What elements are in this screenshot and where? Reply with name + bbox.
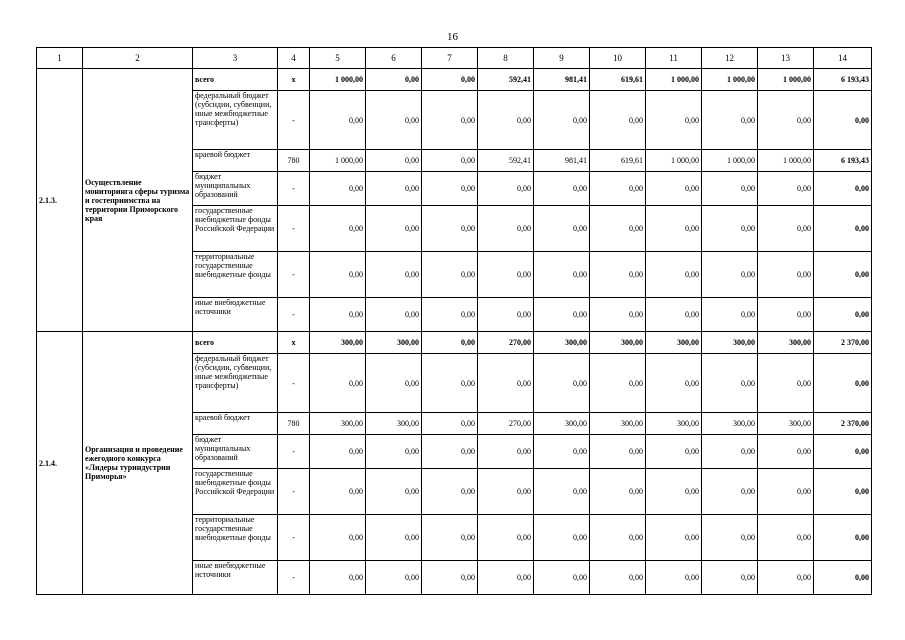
- amount-cell: 0,00: [478, 435, 534, 469]
- amount-cell: 0,00: [366, 354, 422, 413]
- amount-cell: 0,00: [646, 515, 702, 561]
- amount-cell: 0,00: [702, 469, 758, 515]
- total-cell: 0,00: [814, 435, 872, 469]
- amount-cell: 0,00: [646, 206, 702, 252]
- amount-cell: 0,00: [534, 469, 590, 515]
- amount-cell: 0,00: [590, 435, 646, 469]
- funding-source: краевой бюджет: [193, 150, 278, 172]
- page-number: 16: [447, 31, 458, 43]
- budget-code-cell: -: [278, 298, 310, 332]
- header-cell: 6: [366, 48, 422, 69]
- amount-cell: 0,00: [646, 172, 702, 206]
- amount-cell: 0,00: [702, 206, 758, 252]
- amount-cell: 300,00: [758, 413, 814, 435]
- amount-cell: 0,00: [646, 435, 702, 469]
- amount-cell: 0,00: [534, 515, 590, 561]
- header-cell: 10: [590, 48, 646, 69]
- amount-cell: 0,00: [366, 69, 422, 91]
- budget-code-cell: -: [278, 515, 310, 561]
- amount-cell: 0,00: [478, 354, 534, 413]
- header-cell: 4: [278, 48, 310, 69]
- amount-cell: 0,00: [758, 91, 814, 150]
- table-body: [37, 69, 872, 595]
- amount-cell: 0,00: [310, 354, 366, 413]
- item-name: Организация и проведение ежегодного конкурса «Лидеры туриндустрии Приморья»: [83, 332, 193, 595]
- amount-cell: 0,00: [478, 469, 534, 515]
- amount-cell: 0,00: [422, 298, 478, 332]
- amount-cell: 0,00: [534, 172, 590, 206]
- amount-cell: 0,00: [310, 515, 366, 561]
- amount-cell: 0,00: [590, 469, 646, 515]
- amount-cell: 0,00: [590, 91, 646, 150]
- total-cell: 0,00: [814, 561, 872, 595]
- amount-cell: 0,00: [590, 206, 646, 252]
- amount-cell: 0,00: [590, 252, 646, 298]
- amount-cell: 0,00: [646, 252, 702, 298]
- header-cell: 3: [193, 48, 278, 69]
- amount-cell: 1 000,00: [758, 69, 814, 91]
- funding-source: федеральный бюджет (субсидии, субвенции, иные межбюджетные трансферты): [193, 91, 278, 150]
- amount-cell: 0,00: [478, 515, 534, 561]
- budget-table: [36, 47, 872, 595]
- amount-cell: 0,00: [310, 206, 366, 252]
- amount-cell: 0,00: [366, 150, 422, 172]
- budget-code-cell: -: [278, 561, 310, 595]
- amount-cell: 0,00: [422, 206, 478, 252]
- amount-cell: 0,00: [422, 354, 478, 413]
- amount-cell: 1 000,00: [702, 69, 758, 91]
- amount-cell: 0,00: [478, 252, 534, 298]
- amount-cell: 300,00: [590, 413, 646, 435]
- amount-cell: 981,41: [534, 69, 590, 91]
- item-name: Осуществление мониторинга сферы туризма и гостеприимства на территории Приморского края: [83, 69, 193, 332]
- amount-cell: 0,00: [366, 561, 422, 595]
- amount-cell: 0,00: [590, 298, 646, 332]
- budget-code-cell: -: [278, 172, 310, 206]
- amount-cell: 0,00: [422, 561, 478, 595]
- funding-source: территориальные государственные внебюджетные фонды: [193, 515, 278, 561]
- amount-cell: 300,00: [646, 332, 702, 354]
- header-cell: 8: [478, 48, 534, 69]
- header-cell: 7: [422, 48, 478, 69]
- header-cell: 13: [758, 48, 814, 69]
- amount-cell: 0,00: [366, 469, 422, 515]
- amount-cell: 0,00: [590, 172, 646, 206]
- funding-source: бюджет муниципальных образований: [193, 172, 278, 206]
- amount-cell: 300,00: [758, 332, 814, 354]
- amount-cell: 0,00: [478, 172, 534, 206]
- amount-cell: 0,00: [366, 515, 422, 561]
- funding-source: бюджет муниципальных образований: [193, 435, 278, 469]
- amount-cell: 0,00: [366, 206, 422, 252]
- total-cell: 0,00: [814, 354, 872, 413]
- funding-source: федеральный бюджет (субсидии, субвенции, иные межбюджетные трансферты): [193, 354, 278, 413]
- amount-cell: 592,41: [478, 69, 534, 91]
- amount-cell: 0,00: [590, 354, 646, 413]
- amount-cell: 0,00: [422, 435, 478, 469]
- amount-cell: 0,00: [366, 172, 422, 206]
- amount-cell: 300,00: [534, 413, 590, 435]
- amount-cell: 0,00: [702, 561, 758, 595]
- amount-cell: 619,61: [590, 150, 646, 172]
- amount-cell: 0,00: [702, 172, 758, 206]
- header-row: [37, 48, 872, 69]
- header-cell: 11: [646, 48, 702, 69]
- amount-cell: 0,00: [646, 91, 702, 150]
- amount-cell: 0,00: [310, 298, 366, 332]
- funding-source: государственные внебюджетные фонды Российской Федерации: [193, 469, 278, 515]
- amount-cell: 0,00: [702, 354, 758, 413]
- funding-source: территориальные государственные внебюджетные фонды: [193, 252, 278, 298]
- amount-cell: 592,41: [478, 150, 534, 172]
- amount-cell: 0,00: [590, 515, 646, 561]
- amount-cell: 0,00: [758, 172, 814, 206]
- amount-cell: 270,00: [478, 413, 534, 435]
- amount-cell: 1 000,00: [646, 150, 702, 172]
- amount-cell: 0,00: [758, 206, 814, 252]
- header-cell: 12: [702, 48, 758, 69]
- amount-cell: 300,00: [702, 332, 758, 354]
- amount-cell: 0,00: [702, 252, 758, 298]
- amount-cell: 0,00: [534, 298, 590, 332]
- amount-cell: 619,61: [590, 69, 646, 91]
- amount-cell: 0,00: [646, 469, 702, 515]
- total-cell: 2 370,00: [814, 413, 872, 435]
- header-cell: 5: [310, 48, 366, 69]
- amount-cell: 0,00: [310, 469, 366, 515]
- amount-cell: 0,00: [534, 354, 590, 413]
- funding-source: всего: [193, 69, 278, 91]
- funding-source: краевой бюджет: [193, 413, 278, 435]
- amount-cell: 0,00: [366, 91, 422, 150]
- amount-cell: 0,00: [422, 91, 478, 150]
- header-cell: 1: [37, 48, 83, 69]
- item-code: 2.1.3.: [37, 69, 83, 332]
- table-row-total: [37, 69, 872, 91]
- amount-cell: 0,00: [646, 561, 702, 595]
- budget-code-cell: -: [278, 435, 310, 469]
- amount-cell: 1 000,00: [646, 69, 702, 91]
- budget-code-cell: х: [278, 69, 310, 91]
- budget-code-cell: -: [278, 354, 310, 413]
- budget-code-cell: 780: [278, 413, 310, 435]
- budget-code-cell: -: [278, 469, 310, 515]
- amount-cell: 0,00: [310, 91, 366, 150]
- amount-cell: 0,00: [534, 435, 590, 469]
- amount-cell: 300,00: [702, 413, 758, 435]
- amount-cell: 0,00: [478, 298, 534, 332]
- amount-cell: 981,41: [534, 150, 590, 172]
- amount-cell: 0,00: [758, 298, 814, 332]
- total-cell: 0,00: [814, 515, 872, 561]
- amount-cell: 0,00: [702, 91, 758, 150]
- total-cell: 0,00: [814, 172, 872, 206]
- amount-cell: 1 000,00: [702, 150, 758, 172]
- amount-cell: 300,00: [310, 332, 366, 354]
- header-cell: 9: [534, 48, 590, 69]
- amount-cell: 0,00: [758, 252, 814, 298]
- amount-cell: 0,00: [702, 515, 758, 561]
- amount-cell: 0,00: [590, 561, 646, 595]
- table-row-total: [37, 332, 872, 354]
- total-cell: 0,00: [814, 206, 872, 252]
- total-cell: 0,00: [814, 252, 872, 298]
- amount-cell: 0,00: [758, 354, 814, 413]
- amount-cell: 300,00: [310, 413, 366, 435]
- amount-cell: 0,00: [478, 561, 534, 595]
- funding-source: государственные внебюджетные фонды Российской Федерации: [193, 206, 278, 252]
- funding-source: иные внебюджетные источники: [193, 298, 278, 332]
- amount-cell: 0,00: [646, 298, 702, 332]
- total-cell: 0,00: [814, 298, 872, 332]
- amount-cell: 0,00: [478, 91, 534, 150]
- amount-cell: 300,00: [590, 332, 646, 354]
- amount-cell: 0,00: [422, 69, 478, 91]
- amount-cell: 0,00: [422, 413, 478, 435]
- budget-code-cell: 780: [278, 150, 310, 172]
- amount-cell: 0,00: [366, 435, 422, 469]
- amount-cell: 0,00: [758, 435, 814, 469]
- budget-code-cell: х: [278, 332, 310, 354]
- amount-cell: 0,00: [422, 150, 478, 172]
- total-cell: 6 193,43: [814, 69, 872, 91]
- amount-cell: 0,00: [534, 561, 590, 595]
- total-cell: 0,00: [814, 91, 872, 150]
- amount-cell: 0,00: [310, 561, 366, 595]
- amount-cell: 0,00: [310, 435, 366, 469]
- amount-cell: 1 000,00: [758, 150, 814, 172]
- amount-cell: 0,00: [534, 206, 590, 252]
- amount-cell: 0,00: [310, 172, 366, 206]
- amount-cell: 0,00: [758, 469, 814, 515]
- amount-cell: 0,00: [534, 91, 590, 150]
- amount-cell: 0,00: [366, 252, 422, 298]
- total-cell: 6 193,43: [814, 150, 872, 172]
- amount-cell: 0,00: [702, 298, 758, 332]
- amount-cell: 0,00: [646, 354, 702, 413]
- header-cell: 14: [814, 48, 872, 69]
- amount-cell: 300,00: [366, 332, 422, 354]
- amount-cell: 0,00: [478, 206, 534, 252]
- amount-cell: 0,00: [422, 515, 478, 561]
- amount-cell: 0,00: [310, 252, 366, 298]
- total-cell: 2 370,00: [814, 332, 872, 354]
- funding-source: всего: [193, 332, 278, 354]
- funding-source: иные внебюджетные источники: [193, 561, 278, 595]
- amount-cell: 300,00: [534, 332, 590, 354]
- amount-cell: 1 000,00: [310, 150, 366, 172]
- amount-cell: 0,00: [534, 252, 590, 298]
- amount-cell: 0,00: [422, 172, 478, 206]
- amount-cell: 0,00: [422, 332, 478, 354]
- budget-code-cell: -: [278, 91, 310, 150]
- amount-cell: 270,00: [478, 332, 534, 354]
- budget-code-cell: -: [278, 252, 310, 298]
- amount-cell: 0,00: [758, 561, 814, 595]
- amount-cell: 300,00: [366, 413, 422, 435]
- amount-cell: 0,00: [758, 515, 814, 561]
- amount-cell: 0,00: [366, 298, 422, 332]
- amount-cell: 0,00: [702, 435, 758, 469]
- header-cell: 2: [83, 48, 193, 69]
- item-code: 2.1.4.: [37, 332, 83, 595]
- amount-cell: 300,00: [646, 413, 702, 435]
- amount-cell: 0,00: [422, 469, 478, 515]
- amount-cell: 0,00: [422, 252, 478, 298]
- budget-code-cell: -: [278, 206, 310, 252]
- amount-cell: 1 000,00: [310, 69, 366, 91]
- total-cell: 0,00: [814, 469, 872, 515]
